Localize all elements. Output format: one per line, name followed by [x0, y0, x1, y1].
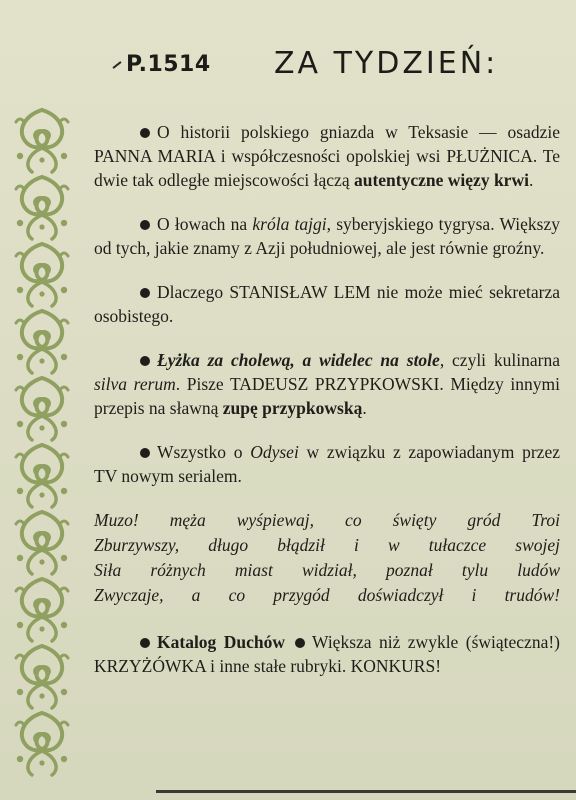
list-item — [94, 440, 560, 488]
bottom-rule — [156, 790, 576, 793]
item-text: Dlaczego STANISŁAW LEM nie może mieć sekretarza osobistego. — [94, 282, 560, 326]
poem-line: Muzo! męża wyśpiewaj, co święty gród Troi — [94, 510, 560, 530]
item-text: . — [362, 398, 367, 418]
poem-line: Zburzywszy, długo błądził i w tułaczce swojej — [94, 535, 560, 555]
pen-tick-mark — [112, 61, 121, 69]
item-text: O łowach na — [157, 214, 253, 234]
article-list — [94, 120, 560, 698]
page-header — [104, 44, 564, 90]
item-text: , czyli kulinarna — [439, 350, 560, 370]
item-text: , syberyjskiego tygrysa. Większy od tych, jakie znamy z Azji południowej, ale jest równie groźny. — [94, 214, 560, 258]
poem-line: Zwyczaje, a co przygód doświadczył i trudów! — [94, 585, 560, 605]
footer-item — [94, 630, 560, 678]
item-text: O historii polskiego gniazda w Teksasie — osadzie PANNA MARIA i współczesności opolskiej wsi PŁUŻNICA. Te dwie tak odległe miejscowości łączą — [94, 122, 560, 190]
bullet-icon — [140, 356, 150, 366]
item-text: autentyczne więzy krwi — [353, 170, 529, 190]
bullet-icon — [295, 638, 305, 648]
item-text: silva rerum — [94, 374, 176, 394]
item-text: zupę przypkowską — [222, 398, 363, 418]
list-item — [94, 120, 560, 192]
poem-quote — [94, 508, 560, 608]
item-text: Odysei — [250, 442, 299, 462]
item-text: w związku z zapowiadanym przez TV nowym serialem. — [94, 442, 560, 486]
poem-line: Siła różnych miast widział, poznał tylu ludów — [94, 560, 560, 580]
floral-border-ornament — [10, 108, 74, 778]
item-text: . — [528, 170, 534, 190]
list-item — [94, 348, 560, 420]
item-text: Łyżka za cholewą, a widelec na stole — [157, 350, 440, 370]
item-text: króla tajgi — [252, 214, 327, 234]
bullet-icon — [140, 288, 150, 298]
bullet-icon — [140, 128, 150, 138]
bullet-icon — [140, 638, 150, 648]
bullet-icon — [140, 448, 150, 458]
footer-text: Większa niż zwykle (świąteczna!) KRZYŻÓWKA i inne stałe rubryki. KONKURS! — [94, 632, 560, 676]
item-text: Wszystko o — [157, 442, 251, 462]
bullet-icon — [140, 220, 150, 230]
item-text: . Pisze TADEUSZ PRZYPKOWSKI. Między innymi przepis na sławną — [94, 374, 560, 418]
issue-number: P.1514 — [126, 52, 211, 77]
page-title: ZA TYDZIEŃ: — [274, 46, 499, 81]
list-item — [94, 280, 560, 328]
catalog-label: Katalog Duchów — [157, 632, 285, 652]
list-item — [94, 212, 560, 260]
